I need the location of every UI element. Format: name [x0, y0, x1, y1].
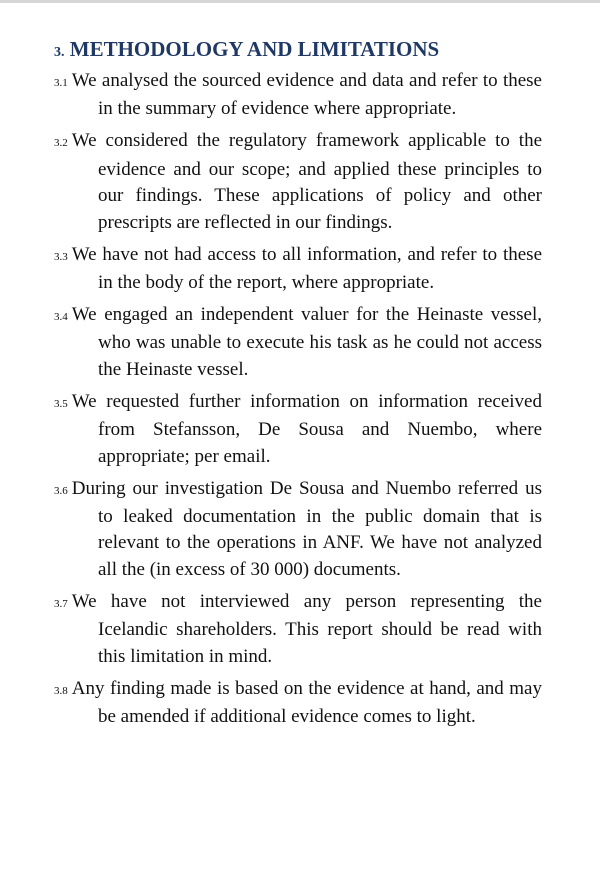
paragraph-number: 3.6: [54, 484, 68, 497]
paragraph-3-8: [54, 676, 542, 731]
paragraph-lead: [54, 391, 72, 412]
paragraph-3-1: [54, 68, 542, 123]
paragraph-number: 3.5: [54, 397, 68, 410]
paragraph-lead: [54, 304, 72, 325]
paragraph-3-5: [54, 389, 542, 470]
section-number: 3.: [54, 45, 65, 60]
paragraph-3-2: [54, 128, 542, 236]
paragraph-text: During our investigation De Sousa and Nuembo referred us to leaked documentation in the public domain that is relevant to the operations in ANF. We have not analyzed all the (in excess of 30 000) documents.: [71, 477, 542, 580]
paragraph-lead: [54, 591, 72, 612]
paragraph-text: We engaged an independent valuer for the Heinaste vessel, who was unable to execute his task as he could not access the Heinaste vessel.: [71, 304, 542, 380]
paragraph-text: We considered the regulatory framework applicable to the evidence and our scope; and applied these principles to our findings. These applications of policy and other prescripts are reflected in our findings.: [71, 130, 542, 233]
paragraph-lead: [54, 70, 72, 91]
paragraph-number: 3.8: [54, 684, 68, 697]
paragraph-text: We have not had access to all information, and refer to these in the body of the report, where appropriate.: [71, 243, 542, 294]
paragraph-lead: [54, 678, 72, 699]
paragraph-3-3: [54, 242, 542, 297]
paragraph-number: 3.4: [54, 311, 68, 324]
section-heading: [54, 36, 542, 66]
paragraph-number: 3.2: [54, 137, 68, 150]
paragraph-lead: [54, 130, 72, 151]
paragraph-text: We have not interviewed any person representing the Icelandic shareholders. This report should be read with this limitation in mind.: [71, 590, 542, 667]
paragraph-text: Any finding made is based on the evidence at hand, and may be amended if additional evidence comes to light.: [71, 677, 542, 728]
paragraph-lead: [54, 478, 72, 499]
paragraph-3-7: [54, 589, 542, 670]
paragraph-3-6: [54, 476, 542, 584]
paragraph-number: 3.1: [54, 77, 68, 89]
paragraph-text: We requested further information on information received from Stefansson, De Sousa and Nuembo, where appropriate; per email.: [71, 390, 542, 467]
paragraph-3-4: [54, 302, 542, 383]
paragraph-lead: [54, 244, 72, 265]
paragraph-number: 3.3: [54, 250, 68, 263]
paragraph-text: We analysed the sourced evidence and data and refer to these in the summary of evidence where appropriate.: [71, 70, 542, 120]
paragraph-number: 3.7: [54, 597, 68, 610]
section-title: METHODOLOGY AND LIMITATIONS: [69, 37, 440, 61]
